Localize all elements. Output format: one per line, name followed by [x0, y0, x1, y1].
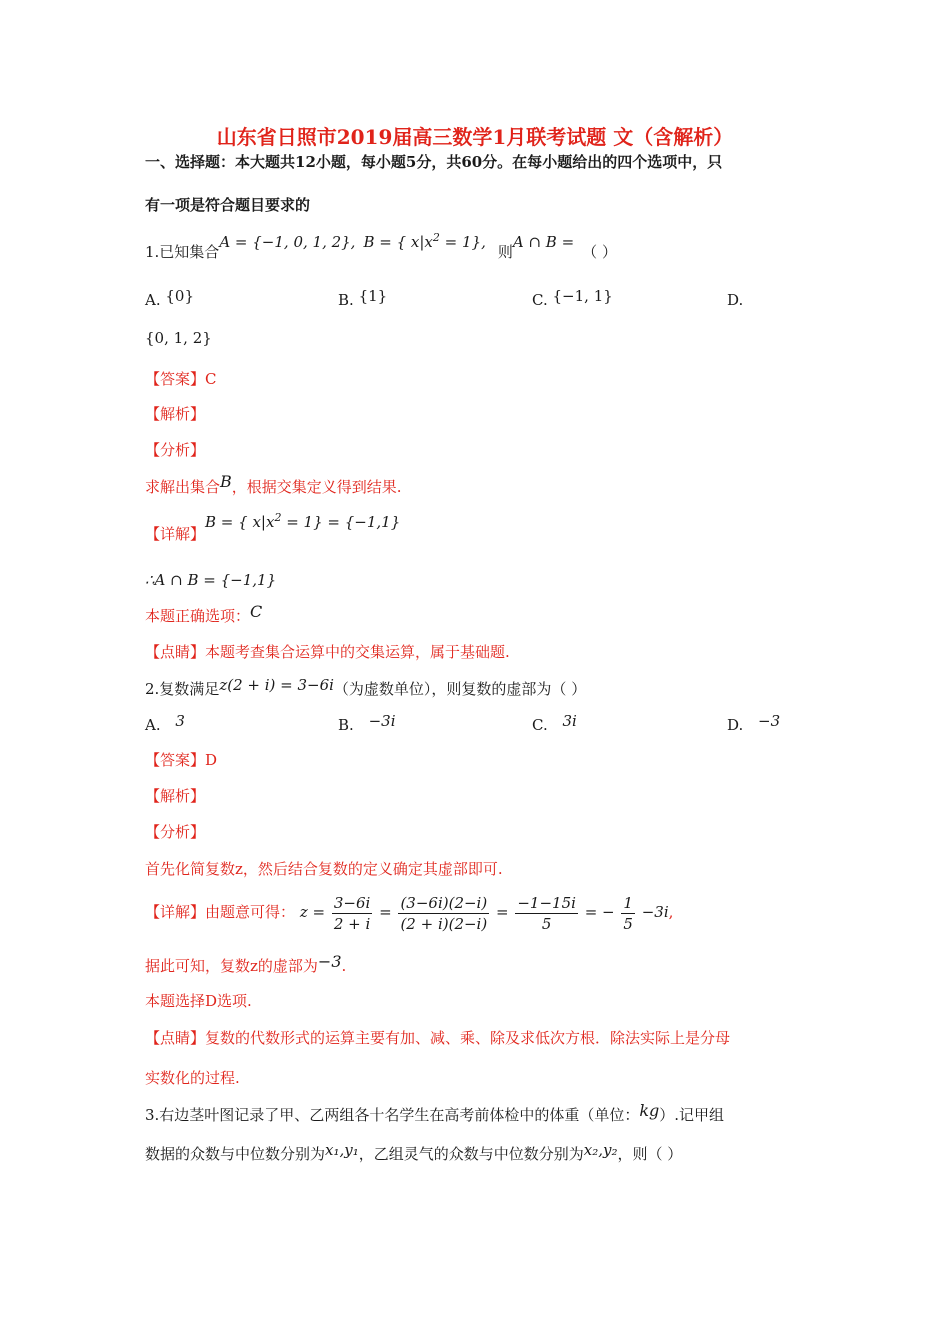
q1-detail: 【详解】B = { $x|x^2 = 1\} = \{-1,1\}$: [145, 511, 401, 543]
q1-option-d: {0, 1, 2}: [145, 329, 212, 347]
q2-answer: 【答案】D: [145, 751, 218, 769]
q2-comment-line2: 实数化的过程.: [145, 1069, 240, 1087]
q1-option-d-label: D.: [727, 291, 744, 309]
q2-fenxi: 首先化简复数z，然后结合复数的定义确定其虚部即可.: [145, 860, 503, 878]
q1-therefore: ∴A ∩ B = {−1,1}: [145, 571, 277, 589]
q2-stem: 2.复数满足z(2 + i) = 3−6i（为虚数单位），则复数的虚部为（ ）: [145, 676, 587, 698]
q2-option-b: B. −3i: [338, 712, 396, 734]
q1-option-a: A. {0}: [145, 287, 195, 309]
q2-option-d: D. −3: [727, 712, 781, 734]
q1-fenxi: 求解出集合B，根据交集定义得到结果.: [145, 472, 402, 496]
q1-analysis-tag: 【解析】: [145, 405, 206, 423]
q1-correct: 本题正确选项：C: [145, 602, 263, 625]
q2-detail: 【详解】由题意可得： z = $\frac{3-6i}{2 + i}$ = $\frac{(3-6i)(2-i)}{(2 + i)(2-i)}$ = $\frac{-1-15i}{5}$ = − $\frac{1}{5}$ −3i,: [145, 893, 674, 933]
q1-option-b: B. {1}: [338, 287, 388, 309]
q2-analysis-tag: 【解析】: [145, 787, 206, 805]
q1-fenxi-tag: 【分析】: [145, 441, 206, 459]
q2-fenxi-tag: 【分析】: [145, 823, 206, 841]
q1-set-b: B = { $x|x^2 = 1$},: [363, 231, 486, 251]
q2-choose: 本题选择D选项.: [145, 992, 252, 1010]
q1-stem: 1.已知集合A = {−1, 0, 1, 2}, B = { $x|x^2 = 1$},则A ∩ B =（ ）: [145, 231, 617, 261]
q2-option-a: A. 3: [145, 712, 185, 734]
q1-option-c: C. {−1, 1}: [532, 287, 613, 309]
q2-comment-line1: 【点睛】复数的代数形式的运算主要有加、减、乘、除及求低次方根．除法实际上是分母: [145, 1029, 731, 1047]
q1-comment: 【点睛】本题考查集合运算中的交集运算，属于基础题.: [145, 643, 510, 661]
q1-answer: 【答案】C: [145, 370, 217, 388]
q2-conclude: 据此可知，复数z的虚部为−3.: [145, 952, 347, 975]
q2-option-c: C. 3i: [532, 712, 577, 734]
section-heading-line1: 一、选择题：本大题共12小题，每小题5分，共60分。在每小题给出的四个选项中，只: [145, 153, 723, 171]
page-title: 山东省日照市2019届高三数学1月联考试题 文（含解析）: [216, 125, 734, 149]
q3-stem-line1: 3.右边茎叶图记录了甲、乙两组各十名学生在高考前体检中的体重（单位：kg）.记甲组: [145, 1101, 725, 1124]
section-heading-line2: 有一项是符合题目要求的: [145, 196, 311, 214]
q3-stem-line2: 数据的众数与中位数分别为x₁,y₁，乙组灵气的众数与中位数分别为x₂,y₂，则（ ）: [145, 1141, 683, 1163]
